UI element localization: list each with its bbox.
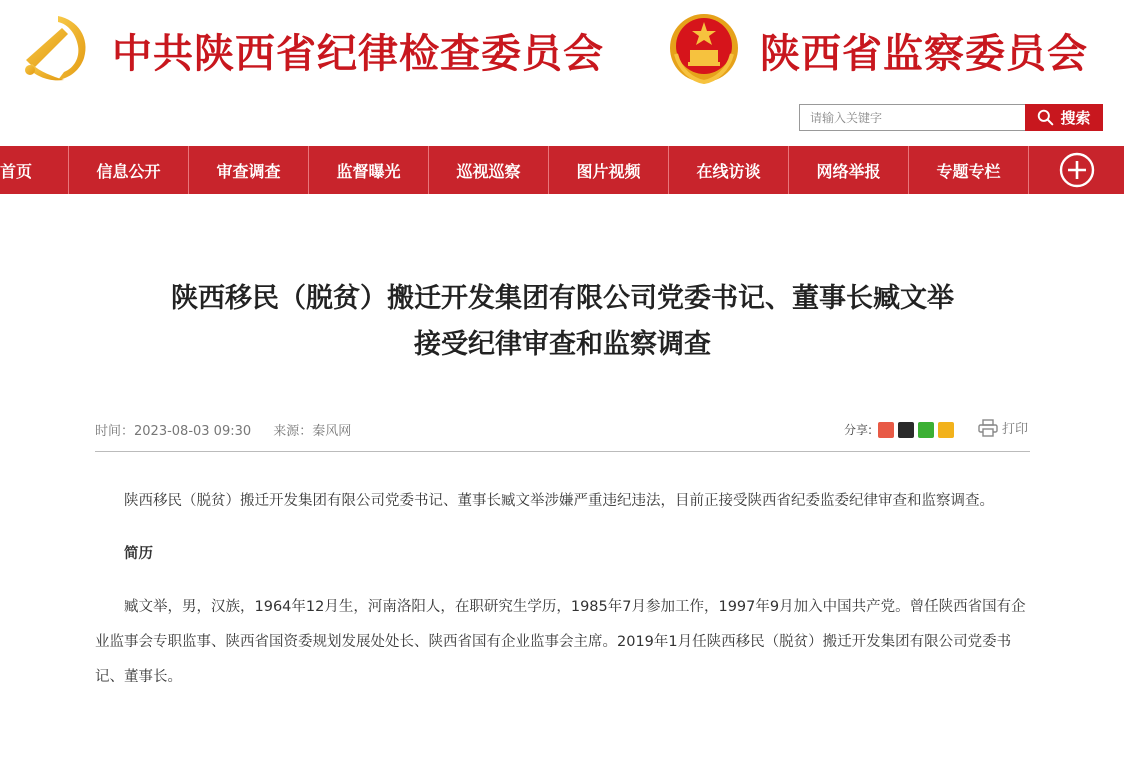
site-title-right: 陕西省监察委员会 [760,30,1088,77]
nav-more-button[interactable] [1029,146,1124,194]
search-button-label: 搜索 [1060,109,1091,127]
wechat-share-icon[interactable] [918,422,934,438]
search-button[interactable] [1025,104,1103,131]
nav-item-label: 图片视频 [576,161,641,181]
nav-item-info-disclosure[interactable] [69,146,189,194]
meta-divider [95,451,1030,452]
nav-item-label: 监督曝光 [336,161,401,181]
site-header [0,0,1124,146]
main-nav [0,146,1124,194]
article-title-line2: 接受纪律审查和监察调查 [414,329,711,360]
section-heading-resume: 简历 [124,546,153,562]
nav-item-label: 巡视巡察 [456,161,521,181]
share-bar [844,421,958,438]
nav-item-home[interactable] [0,146,69,194]
nav-item-supervision[interactable] [309,146,429,194]
article-body [95,484,1030,713]
nav-item-label: 网络举报 [816,161,881,181]
party-emblem-icon [18,10,92,86]
article-paragraph: 陕西移民（脱贫）搬迁开发集团有限公司党委书记、董事长臧文举涉嫌严重违纪违法，目前正接受陕西省纪委监委纪律审查和监察调查。 [124,493,994,509]
nav-item-inspection[interactable] [429,146,549,194]
article-title [95,276,1030,368]
national-emblem-icon [668,10,740,86]
print-label: 打印 [1002,422,1029,437]
search-input[interactable] [799,104,1025,131]
article-meta [95,420,351,439]
share-label: 分享: [844,423,873,437]
weibo-share-icon[interactable] [878,422,894,438]
publish-time: 时间：2023-08-03 09:30 [95,424,252,439]
nav-item-media[interactable] [549,146,669,194]
nav-item-label: 首页 [0,161,33,181]
article-title-line1: 陕西移民（脱贫）搬迁开发集团有限公司党委书记、董事长臧文举 [171,283,954,314]
qq-share-icon[interactable] [898,422,914,438]
nav-item-label: 信息公开 [96,161,161,181]
article-paragraph: 臧文举，男，汉族，1964年12月生，河南洛阳人，在职研究生学历，1985年7月参加工作，1997年9月加入中国共产党。曾任陕西省国有企业监事会专职监事、陕西省国资委规划发展处处长、陕西省国有企业监事会主席。2019年1月任陕西移民（脱贫）搬迁开发集团有限公司党委书记、董事长。 [95,599,1026,685]
site-title-left: 中共陕西省纪律检查委员会 [112,30,604,77]
plus-circle-icon [1059,152,1095,188]
nav-item-label: 专题专栏 [936,161,1001,181]
nav-item-label: 审查调查 [216,161,281,181]
printer-icon [978,419,998,437]
nav-item-topics[interactable] [909,146,1029,194]
search-bar [799,104,1103,131]
qzone-share-icon[interactable] [938,422,954,438]
search-icon [1037,109,1054,126]
print-button[interactable] [978,418,1028,437]
nav-item-investigation[interactable] [189,146,309,194]
nav-item-report[interactable] [789,146,909,194]
nav-item-label: 在线访谈 [696,161,761,181]
article-source: 来源：秦风网 [273,424,352,439]
nav-item-interviews[interactable] [669,146,789,194]
